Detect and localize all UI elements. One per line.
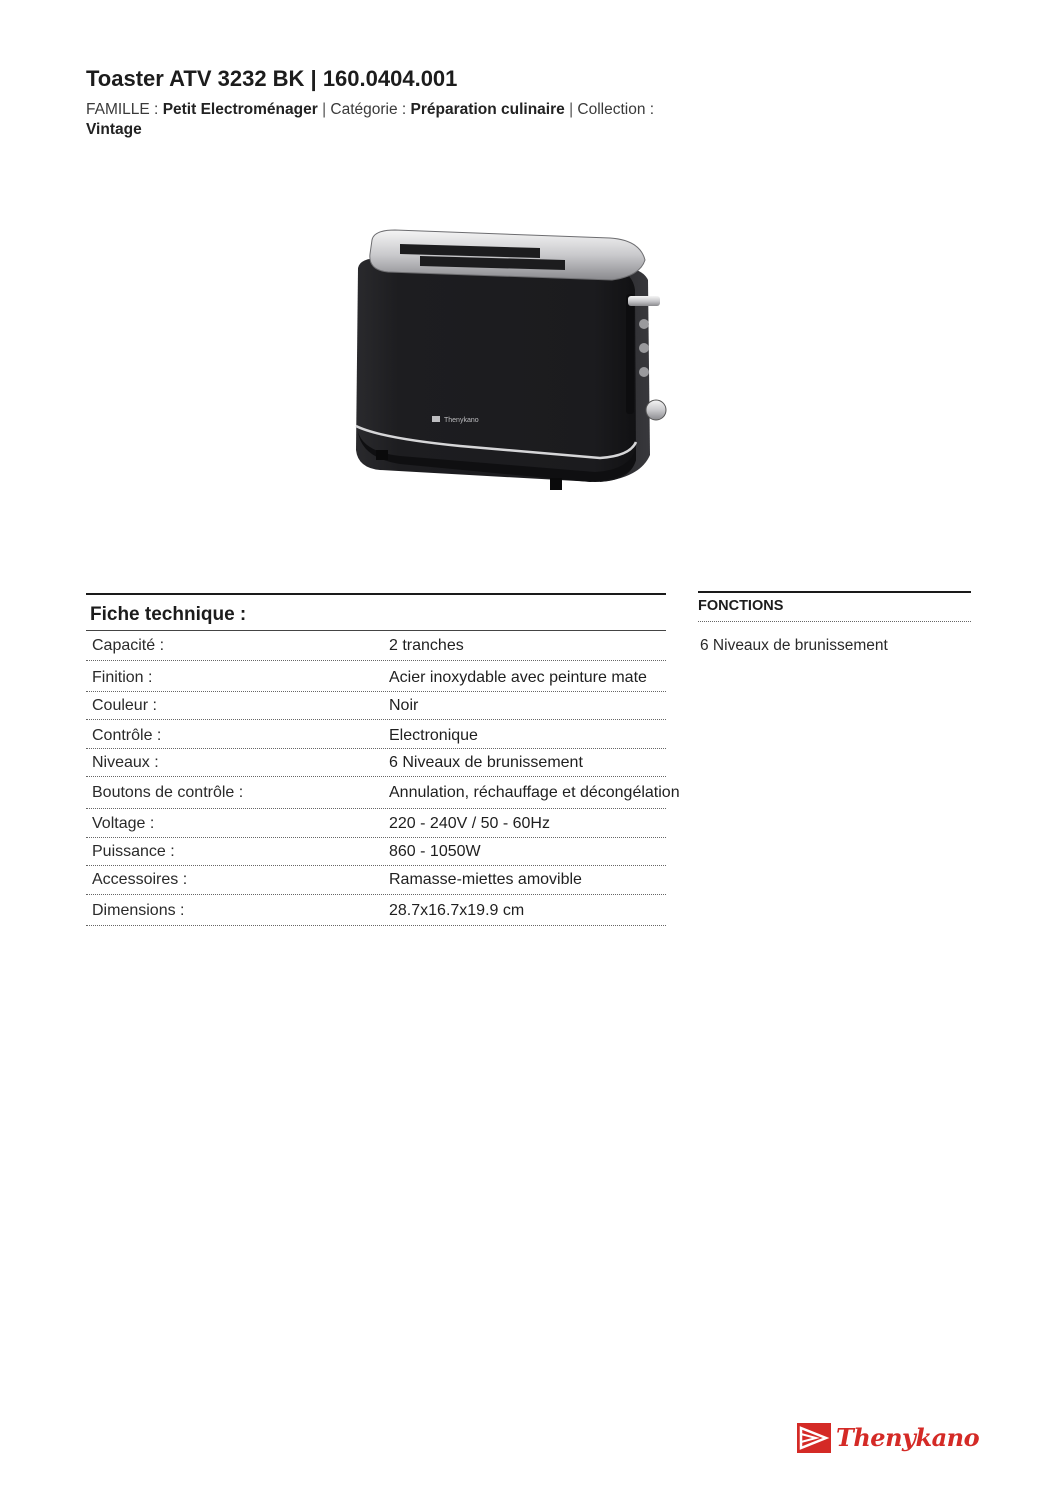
- spec-value: Ramasse-miettes amovible: [389, 871, 582, 888]
- fonctions-heading: FONCTIONS: [698, 598, 784, 614]
- spec-value: 6 Niveaux de brunissement: [389, 754, 583, 771]
- breadcrumb: [86, 100, 766, 140]
- spec-value: Electronique: [389, 727, 478, 744]
- brand-logo-icon: [796, 1422, 832, 1454]
- fonctions-rule: [698, 621, 971, 622]
- spec-value: 220 - 240V / 50 - 60Hz: [389, 815, 550, 832]
- spec-label: Contrôle :: [92, 727, 162, 744]
- toaster-brand-marking: Thenykano: [444, 417, 479, 424]
- spec-label: Boutons de contrôle :: [92, 784, 244, 801]
- fonctions-top-rule: [698, 591, 971, 593]
- breadcrumb-separator: |: [569, 101, 574, 118]
- spec-label: Puissance :: [92, 843, 175, 860]
- breadcrumb-separator: |: [322, 101, 327, 118]
- spec-label: Dimensions :: [92, 902, 185, 919]
- spec-label: Niveaux :: [92, 754, 159, 771]
- spec-label: Voltage :: [92, 815, 155, 832]
- spec-value: 28.7x16.7x19.9 cm: [389, 902, 525, 919]
- spec-value: Acier inoxydable avec peinture mate: [389, 669, 647, 686]
- spec-top-rule: [86, 593, 666, 595]
- categorie-label: Catégorie :: [330, 101, 407, 118]
- page-title: Toaster ATV 3232 BK | 160.0404.001: [86, 66, 458, 91]
- spec-heading: Fiche technique :: [90, 604, 247, 625]
- spec-label: Finition :: [92, 669, 153, 686]
- spec-value: 860 - 1050W: [389, 843, 481, 860]
- collection-value: Vintage: [86, 121, 142, 138]
- spec-heading-rule: [86, 630, 666, 631]
- brand-logo: [796, 1420, 980, 1456]
- toaster-product-photo: [340, 220, 670, 500]
- categorie-value: Préparation culinaire: [410, 101, 565, 118]
- spec-label: Couleur :: [92, 697, 157, 714]
- famille-label: FAMILLE :: [86, 101, 159, 118]
- spec-label: Accessoires :: [92, 871, 188, 888]
- brand-logo-text: Thenykano: [836, 1423, 980, 1452]
- spec-label: Capacité :: [92, 637, 165, 654]
- spec-value: Noir: [389, 697, 419, 714]
- spec-value: 2 tranches: [389, 637, 464, 654]
- collection-label: Collection :: [577, 101, 655, 118]
- fonctions-item: 6 Niveaux de brunissement: [700, 637, 888, 654]
- famille-value: Petit Electroménager: [162, 101, 318, 118]
- spec-value: Annulation, réchauffage et décongélation: [389, 784, 680, 801]
